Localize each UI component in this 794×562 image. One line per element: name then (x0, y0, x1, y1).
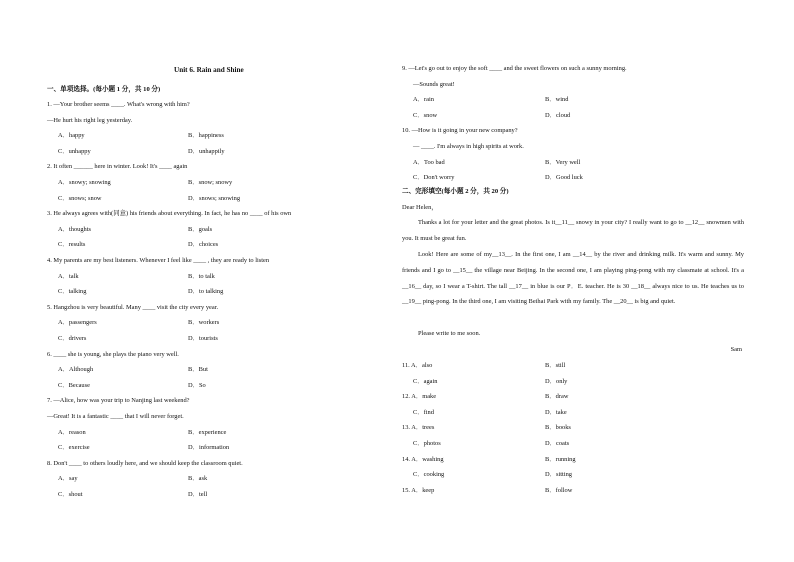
cloze-number: 13. A．trees (402, 424, 435, 432)
option-b: B．ask (188, 475, 208, 483)
question-stem: 4. My parents are my best listeners. Whenever I feel like ____ , they are ready to listen (47, 257, 270, 264)
option-d: D．unhappily (188, 147, 225, 155)
option-d: D．coats (545, 440, 570, 447)
option-c: C．find (413, 408, 434, 416)
option-b: B．wind (545, 96, 569, 104)
cloze-number: 15. A．keep (402, 486, 435, 494)
option-c: C．shout (58, 491, 83, 498)
option-c: C．snows; snow (58, 194, 102, 202)
option-a: A．washing (411, 455, 444, 463)
question-stem: 2. It often ______ here in winter. Look! It's ____ again (47, 163, 188, 171)
option-c: C．drivers (58, 335, 87, 342)
question-stem: 9. —Let's go out to enjoy the soft ____ and the sweet flowers on such a sunny morning. (402, 65, 627, 72)
option-a: A．Although (58, 366, 94, 374)
option-b: B．But (188, 366, 208, 374)
cloze-number: 14. A．washing (402, 455, 444, 463)
option-b: B．still (545, 362, 566, 369)
option-d: D．choices (188, 241, 219, 249)
letter-paragraph-2: Look! Here are some of my__13__. In the first one, I am __14__ by the river and drinking milk. It's warm and sunny. My friends and I go to __15__ the village near Beijing. In the second one, I am playing ping-pong with my classmate at school. It's a __16__ day, so I wear a T-shirt. The tall __17__ in blue is our P．E. teacher. He is 30 __18__ always nice to us. He teaches us to __19__ ping-pong. In the third one, I am visiting Beihai Park with my family. The __20__ is big and quiet. (402, 251, 744, 306)
option-a: A．also (411, 362, 433, 369)
option-a: A．trees (411, 424, 435, 432)
option-c: C．results (58, 241, 86, 249)
option-c: C．snow (413, 111, 438, 119)
option-a: A．snowy; snowing (58, 179, 111, 186)
section-1-heading: 一、单项选择。(每小题 1 分，共 10 分) (47, 86, 161, 93)
option-b: B．goals (188, 225, 213, 233)
option-a: A．Too bad (413, 158, 445, 166)
option-d: D．snows; snowing (188, 194, 241, 202)
option-b: B．running (545, 455, 576, 463)
option-b: B．snow; snowy (188, 179, 233, 186)
option-b: B．Very well (545, 158, 581, 166)
question-dialog-line: —Sounds great! (413, 80, 455, 88)
option-b: B．happiness (188, 132, 224, 140)
option-a: A．reason (58, 428, 86, 436)
option-a: A．passengers (58, 319, 97, 327)
option-d: D．Good luck (545, 174, 583, 182)
letter-greeting: Dear Helen， (402, 204, 438, 211)
cloze-number-label: 11 (402, 362, 409, 369)
option-a: A．say (58, 475, 78, 483)
option-d: D．cloud (545, 111, 571, 119)
option-c: C．again (413, 377, 438, 385)
cloze-number-label: 14 (402, 455, 409, 463)
option-a: A．make (411, 393, 437, 401)
option-c: C．Because (58, 381, 90, 389)
option-a: A．rain (413, 96, 434, 104)
option-b: B．experience (188, 428, 227, 436)
option-d: D．So (188, 381, 206, 389)
question-stem: 8. Don't ____ to others loudly here, and we should keep the classroom quiet. (47, 459, 243, 467)
letter-signature: Sam (730, 346, 742, 353)
page-title: Unit 6. Rain and Shine (174, 66, 244, 74)
cloze-number-label: 13 (402, 424, 409, 432)
option-a: A．keep (411, 486, 435, 494)
cloze-number-label: 12 (402, 393, 409, 401)
option-b: B．follow (545, 486, 573, 494)
cloze-number: 11. A．also (402, 362, 433, 369)
question-stem: 10. —How is it going in your new company? (402, 127, 518, 135)
option-a: A．talk (58, 272, 79, 280)
letter-paragraph-1: Thanks a lot for your letter and the great photos. Is it__11__ snowy in your city? I really want to go to __12__ snowmen with you. It must be great fun. (402, 219, 744, 242)
question-dialog-line: —Great! It is a fantastic ____ that I will never forget. (47, 413, 184, 420)
option-b: B．workers (188, 319, 220, 327)
question-dialog-line: — ____. I'm always in high spirits at work. (413, 143, 524, 150)
question-stem: 7. —Alice, how was your trip to Nanjing last weekend? (47, 397, 190, 405)
option-c: C．exercise (58, 444, 90, 452)
question-stem: 6. ____ she is young, she plays the piano very well. (47, 350, 179, 358)
option-d: D．information (188, 444, 230, 452)
option-b: B．books (545, 424, 571, 432)
option-d: D．take (545, 408, 567, 416)
option-d: D．only (545, 377, 568, 385)
section-2-heading: 二、完形填空(每小题 2 分，共 20 分) (402, 188, 509, 195)
cloze-number-label: 15 (402, 486, 409, 494)
question-stem: 1. —Your brother seems ____. What's wrong with him? (47, 101, 190, 108)
option-a: A．thoughts (58, 225, 92, 233)
option-d: D．tourists (188, 335, 218, 342)
cloze-number: 12. A．make (402, 393, 437, 401)
option-b: B．to talk (188, 272, 215, 280)
option-d: D．sitting (545, 471, 572, 479)
option-c: C．cooking (413, 471, 445, 479)
option-c: C．talking (58, 288, 87, 296)
option-b: B．draw (545, 393, 569, 401)
option-d: D．to talking (188, 288, 224, 296)
question-stem: 3. He always agrees with(同意) his friends about everything. In fact, he has no ____ of his own (47, 210, 292, 218)
option-d: D．tell (188, 491, 208, 498)
letter-paragraph-3: Please write to me soon. (418, 330, 481, 337)
option-c: C．unhappy (58, 147, 91, 155)
question-stem: 5. Hangzhou is very beautiful. Many ____ visit the city every year. (47, 303, 219, 311)
option-a: A．happy (58, 132, 85, 140)
option-c: C．photos (413, 440, 441, 447)
question-dialog-line: —He hurt his right leg yesterday. (47, 116, 133, 124)
option-c: C．Don't worry (413, 174, 455, 182)
